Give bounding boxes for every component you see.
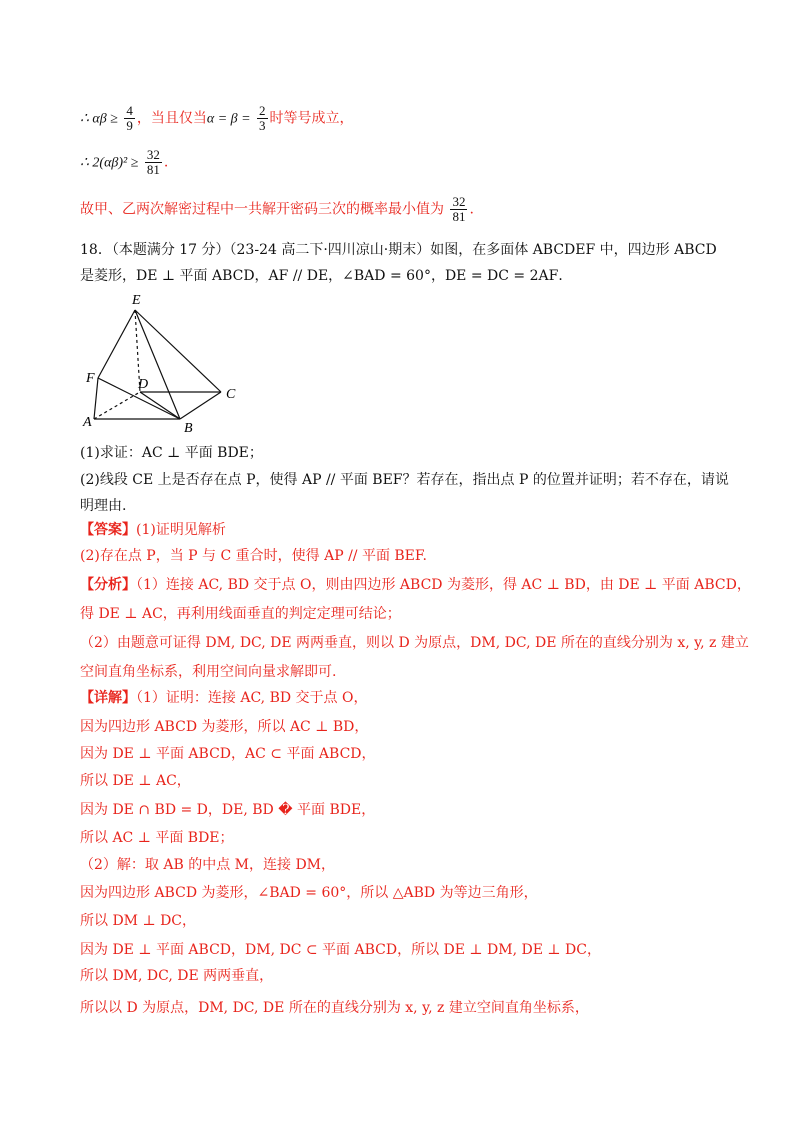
analysis-line-1: 【分析】（1）连接 AC, BD 交于点 O，则由四边形 ABCD 为菱形，得 AC ⊥ BD，由 DE ⊥ 平面 ABCD， <box>80 577 751 593</box>
label-A: A <box>83 415 92 430</box>
detail-line-2: 因为四边形 ABCD 为菱形，所以 AC ⊥ BD， <box>80 719 369 735</box>
question-1: (1)求证：AC ⊥ 平面 BDE； <box>80 445 263 461</box>
detail-line-4: 所以 DE ⊥ AC， <box>80 773 191 789</box>
detail-tag: 【详解】 <box>80 690 136 706</box>
answer-tag: 【答案】 <box>80 522 136 538</box>
edge-BC <box>180 392 221 419</box>
analysis-tag: 【分析】 <box>80 577 136 593</box>
detail-line-7: （2）解：取 AB 的中点 M，连接 DM， <box>80 857 336 873</box>
detail-line-12: 所以以 D 为原点，DM, DC, DE 所在的直线分别为 x, y, z 建立空间直角坐标系， <box>80 1000 589 1016</box>
label-E: E <box>132 293 141 308</box>
analysis-line-3: （2）由题意可证得 DM, DC, DE 两两垂直，则以 D 为原点，DM, DC, DE 所在的直线分别为 x, y, z 建立 <box>80 635 749 651</box>
detail-line-1: 【详解】（1）证明：连接 AC, BD 交于点 O， <box>80 690 368 706</box>
label-B: B <box>184 421 193 436</box>
inequality-line-1: ∴ αβ ≥ $\frac{4}{9}$ ，当且仅当α = β = $\frac{2}{3}$ 时等号成立， <box>80 103 354 133</box>
detail-line-6: 所以 AC ⊥ 平面 BDE； <box>80 830 234 846</box>
edge-EB <box>135 310 180 419</box>
detail-line-3: 因为 DE ⊥ 平面 ABCD，AC ⊂ 平面 ABCD， <box>80 746 376 762</box>
inequality-line-2: ∴ 2(αβ)² ≥ $\frac{32}{81}$ . <box>80 147 169 177</box>
problem-line-1: 18．（本题满分 17 分）（23-24 高二下·四川凉山·期末）如图，在多面体 ABCDEF 中，四边形 ABCD <box>80 242 717 258</box>
edge-EF <box>98 310 135 378</box>
label-C: C <box>226 387 236 402</box>
answer-line-1: 【答案】(1)证明见解析 <box>80 522 226 538</box>
detail-line-5: 因为 DE ∩ BD = D，DE, BD � 平面 BDE， <box>80 802 376 818</box>
label-D: D <box>138 377 149 392</box>
edge-FA <box>94 378 98 419</box>
detail-line-10: 因为 DE ⊥ 平面 ABCD，DM, DC ⊂ 平面 ABCD，所以 DE ⊥ DM, DE ⊥ DC， <box>80 942 601 958</box>
analysis-line-4: 空间直角坐标系，利用空间向量求解即可. <box>80 664 337 680</box>
conclusion-line: 故甲、乙两次解密过程中一共解开密码三次的概率最小值为 $\frac{32}{81}$ . <box>80 194 474 224</box>
answer-line-2: (2)存在点 P，当 P 与 C 重合时，使得 AP // 平面 BEF. <box>80 548 427 564</box>
question-2-line-1: (2)线段 CE 上是否存在点 P，使得 AP // 平面 BEF？若存在，指出点 P 的位置并证明；若不存在，请说 <box>80 472 729 488</box>
label-F: F <box>86 371 95 386</box>
question-2-line-2: 明理由. <box>80 498 127 514</box>
analysis-line-2: 得 DE ⊥ AC，再利用线面垂直的判定定理可结论； <box>80 606 401 622</box>
detail-line-8: 因为四边形 ABCD 为菱形，∠BAD = 60°，所以 △ABD 为等边三角形， <box>80 885 538 901</box>
detail-line-9: 所以 DM ⊥ DC， <box>80 913 197 929</box>
polyhedron-figure <box>80 290 250 440</box>
detail-line-11: 所以 DM, DC, DE 两两垂直， <box>80 968 274 984</box>
problem-line-2: 是菱形，DE ⊥ 平面 ABCD，AF // DE，∠BAD = 60°，DE = DC = 2AF． <box>80 268 573 284</box>
